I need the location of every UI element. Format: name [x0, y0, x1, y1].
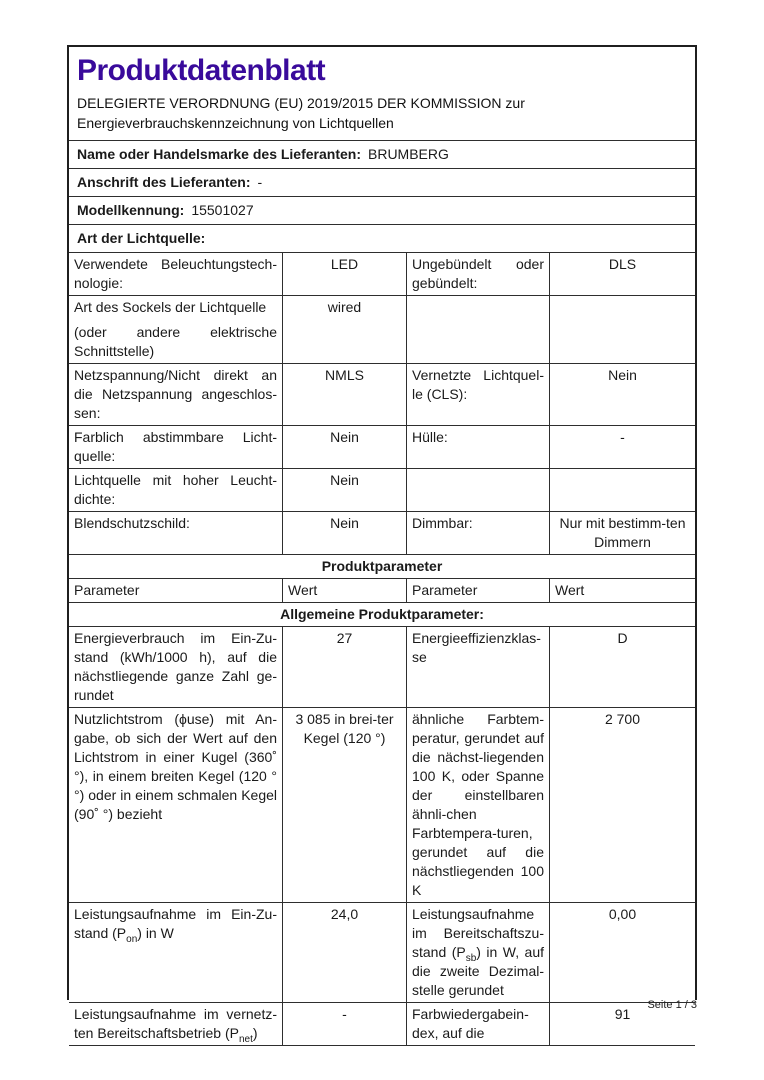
parameter-cell: Hülle: [406, 426, 549, 468]
value-cell: - [549, 426, 695, 468]
info-row [69, 169, 695, 197]
table-column-header-row [69, 579, 695, 603]
parameter-cell: Dimmbar: [406, 512, 549, 554]
value-cell: 91 [549, 1003, 695, 1045]
table-row [69, 627, 695, 708]
table-row [69, 1003, 695, 1046]
value-cell: 0,00 [549, 903, 695, 1002]
value-cell: 2 700 [549, 708, 695, 902]
section-header-allgemeine-produktparameter: Allgemeine Produktparameter: [69, 603, 695, 627]
table-row [69, 903, 695, 1003]
value-cell: LED [282, 253, 406, 295]
column-header: Wert [282, 579, 406, 602]
value-cell [549, 469, 695, 511]
value-cell [549, 296, 695, 363]
table-row [69, 364, 695, 426]
value-cell: 3 085 in brei-ter Kegel (120 °) [282, 708, 406, 902]
value-cell: Nur mit bestimm-ten Dimmern [549, 512, 695, 554]
table-row [69, 512, 695, 555]
page-number: Seite 1 / 3 [647, 999, 697, 1011]
value-cell: 27 [282, 627, 406, 707]
table-row [69, 296, 695, 364]
info-row [69, 225, 695, 253]
table-row [69, 426, 695, 469]
column-header: Wert [549, 579, 695, 602]
value-cell: wired [282, 296, 406, 363]
parameter-cell: Blendschutzschild: [74, 515, 190, 531]
parameter-cell: Art des Sockels der Lichtquelle (oder andere elektrische Schnittstelle) [74, 299, 277, 359]
parameter-cell: Energieverbrauch im Ein-Zu-stand (kWh/1000 h), auf die nächstliegende ganze Zahl ge-rundet [74, 630, 277, 703]
value-cell: Nein [549, 364, 695, 425]
info-row [69, 197, 695, 225]
info-value: 15501027 [191, 202, 254, 218]
table-row [69, 469, 695, 512]
supplier-info-section [69, 141, 695, 253]
value-cell: NMLS [282, 364, 406, 425]
info-label: Anschrift des Lieferanten: [77, 174, 251, 190]
info-label: Modellkennung: [77, 202, 185, 218]
parameter-cell: Netzspannung/Nicht direkt an die Netzspannung angeschlos-sen: [74, 367, 277, 421]
info-value: - [257, 174, 263, 190]
parameter-cell: Leistungsaufnahme im vernetz-ten Bereitschaftsbetrieb $(P_{net})$ [74, 1006, 277, 1045]
value-cell: 24,0 [282, 903, 406, 1002]
value-cell: Nein [282, 426, 406, 468]
parameter-cell [406, 296, 549, 363]
regulation-subtitle-line1: DELEGIERTE VERORDNUNG (EU) 2019/2015 DER KOMMISSION zur [77, 95, 525, 111]
parameter-cell: Energieeffizienzklas-se [406, 627, 549, 707]
value-cell: DLS [549, 253, 695, 295]
page-title: Produktdatenblatt [77, 54, 326, 87]
parameter-cell: Nutzlichtstrom (ϕuse) mit An-gabe, ob sich der Wert auf den Lichtstrom in einer Kugel (360˚ °), in einem breiten Kegel (120 °°) oder in einem schmalen Kegel (90˚ °) bezieht [74, 711, 277, 822]
info-value: BRUMBERG [368, 146, 449, 162]
parameter-cell: ähnliche Farbtem-peratur, gerundet auf die nächst-liegenden 100 K, oder Spanne der einstellbaren ähnli-chen Farbtempera-turen, gerundet auf die nächstliegenden 100 K [406, 708, 549, 902]
section-header-produktparameter: Produktparameter [69, 555, 695, 579]
parameter-cell: Lichtquelle mit hoher Leucht-dichte: [74, 472, 277, 507]
table-row [69, 253, 695, 296]
light-source-attributes-table [69, 253, 695, 555]
column-header: Parameter [74, 582, 140, 598]
parameter-cell: Ungebündelt oder gebündelt: [406, 253, 549, 295]
parameter-cell: Leistungsaufnahme im Bereitschaftszu-stand $(P_{sb})$ in W, auf die zweite Dezimal-stelle gerundet [406, 903, 549, 1002]
value-cell: Nein [282, 512, 406, 554]
parameter-cell: Farbwiedergabein-dex, auf die [406, 1003, 549, 1045]
parameter-cell: Verwendete Beleuchtungstech-nologie: [74, 256, 277, 291]
value-cell: - [282, 1003, 406, 1045]
info-label: Name oder Handelsmarke des Lieferanten: [77, 146, 361, 162]
datasheet-header [69, 47, 695, 141]
info-label: Art der Lichtquelle: [77, 230, 206, 246]
column-header: Parameter [406, 579, 549, 602]
parameter-cell [406, 469, 549, 511]
parameter-cell: Farblich abstimmbare Licht-quelle: [74, 429, 277, 464]
parameter-cell: Vernetzte Lichtquel-le (CLS): [406, 364, 549, 425]
table-row [69, 708, 695, 903]
regulation-subtitle-line2: Energieverbrauchskennzeichnung von Lichtquellen [77, 115, 394, 131]
product-parameters-table [69, 627, 695, 1046]
parameter-cell: Leistungsaufnahme im Ein-Zu-stand $(P_{on})$ in W [74, 906, 277, 945]
info-row [69, 141, 695, 169]
value-cell: Nein [282, 469, 406, 511]
value-cell: D [549, 627, 695, 707]
